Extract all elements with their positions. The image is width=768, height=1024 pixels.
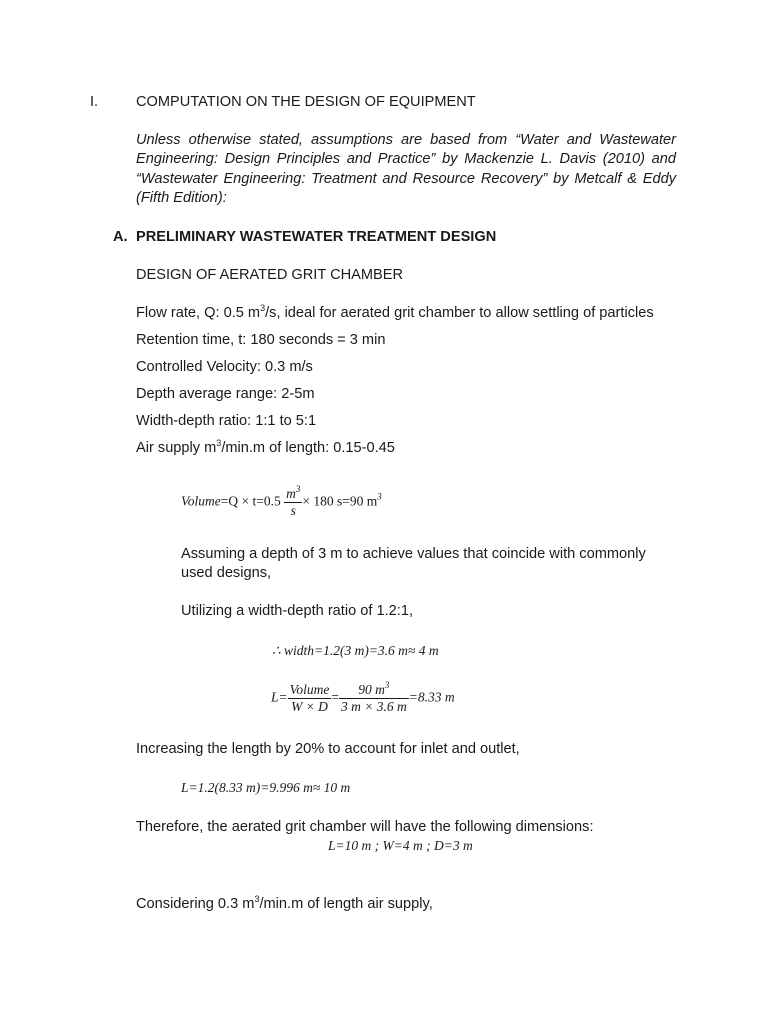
eq-length-fraction-1 — [288, 682, 332, 715]
param-flow-rate — [136, 305, 654, 321]
eq-length-frac2-den: 3 m × 3.6 m — [341, 699, 407, 714]
equation-length — [271, 682, 455, 715]
param-ratio: Width-depth ratio: 1:1 to 5:1 — [136, 413, 317, 429]
subsection-title: PRELIMINARY WASTEWATER TREATMENT DESIGN — [136, 229, 497, 245]
considering-air-text — [136, 896, 433, 912]
eq-length-rhs: =8.33 m — [408, 689, 455, 705]
section-title: COMPUTATION ON THE DESIGN OF EQUIPMENT — [136, 94, 476, 110]
considering-prefix: Considering 0.3 m — [136, 896, 255, 912]
param-depth: Depth average range: 2-5m — [136, 386, 315, 402]
equation-dimensions: L=10 m ; W=4 m ; D=3 m — [328, 838, 473, 853]
eq-volume-fraction — [284, 486, 302, 519]
intro-paragraph: Unless otherwise stated, assumptions are based from “Water and Wastewater Engineering: Design Principles and Practice” by Mackenzie L. Davis (2010) and “Wastewater Engineering: Treatment and Resource Recovery” by Metcalf & Eddy (Fifth Edition): — [136, 132, 676, 207]
design-title: DESIGN OF AERATED GRIT CHAMBER — [136, 267, 404, 283]
considering-suffix: /min.m of length air supply, — [259, 896, 433, 912]
param-retention: Retention time, t: 180 seconds = 3 min — [136, 332, 386, 348]
eq-volume-frac-den: s — [290, 503, 296, 518]
eq-length-fraction-2 — [339, 682, 409, 715]
param-velocity: Controlled Velocity: 0.3 m/s — [136, 359, 313, 375]
eq-length-frac2-num: 90 m — [358, 682, 385, 697]
subsection-letter: A. — [113, 229, 128, 245]
eq-length-lhs: L= — [271, 689, 288, 705]
considering-sup: 3 — [254, 894, 260, 904]
param-flow-prefix: Flow rate, Q: 0.5 m — [136, 305, 261, 321]
equation-width: ∴ width=1.2(3 m)=3.6 m≈ 4 m — [272, 643, 439, 658]
therefore-text: Therefore, the aerated grit chamber will have the following dimensions: — [136, 819, 594, 835]
eq-volume-rhs: × 180 s=90 m — [302, 493, 378, 509]
assume-depth-text: Assuming a depth of 3 m to achieve values that coincide with commonly used designs, — [181, 546, 646, 582]
param-air-suffix: /min.m of length: 0.15-0.45 — [221, 440, 395, 456]
param-air-supply — [136, 440, 395, 456]
eq-length-frac1-num: Volume — [289, 682, 330, 697]
param-flow-suffix: /s, ideal for aerated grit chamber to allow settling of particles — [265, 305, 654, 321]
eq-volume-lhs: Volume — [181, 493, 221, 509]
section-number: I. — [90, 94, 99, 110]
eq-length-frac2-num-sup: 3 — [384, 680, 390, 690]
eq-length-frac1-den: W × D — [291, 699, 328, 714]
eq-volume-frac-num-sup: 3 — [295, 484, 301, 494]
eq-volume-mid: =Q × t=0.5 — [220, 493, 281, 509]
eq-length-equals: = — [331, 689, 339, 705]
param-air-sup: 3 — [216, 438, 222, 448]
equation-length-adjusted: L=1.2(8.33 m)=9.996 m≈ 10 m — [181, 780, 351, 795]
equation-volume — [181, 486, 382, 519]
eq-volume-frac-num: m — [286, 486, 296, 501]
increase-length-text: Increasing the length by 20% to account for inlet and outlet, — [136, 741, 520, 757]
param-flow-sup: 3 — [260, 303, 266, 313]
utilize-ratio-text: Utilizing a width-depth ratio of 1.2:1, — [181, 603, 414, 619]
eq-volume-rhs-sup: 3 — [377, 491, 382, 502]
param-air-prefix: Air supply m — [136, 440, 217, 456]
